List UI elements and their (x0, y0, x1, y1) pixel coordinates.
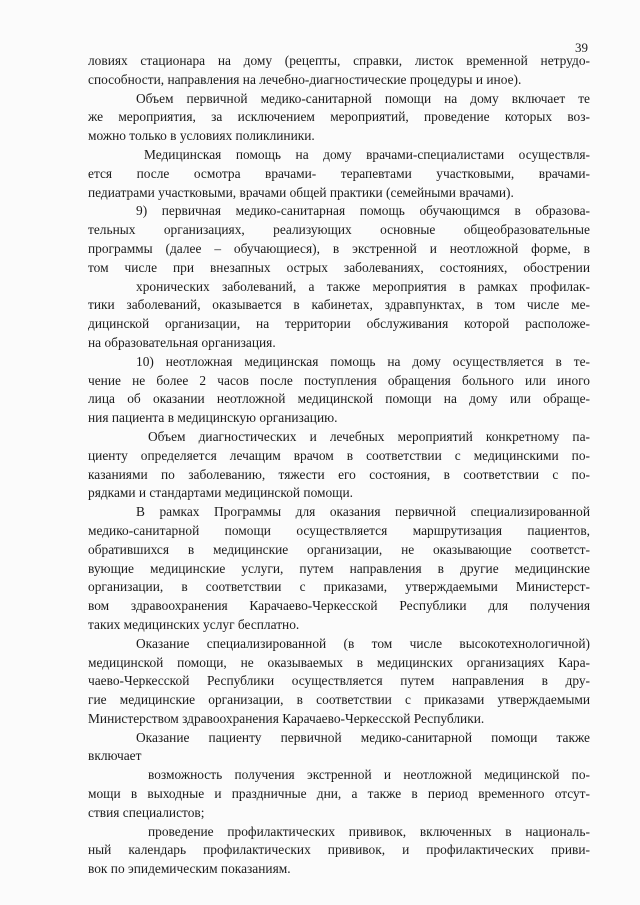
text-line: ется после осмотра врачами- терапевтами участковыми, врачами- (88, 165, 590, 181)
text-line: вом здравоохранения Карачаево-Черкесской Республики для получения (88, 598, 590, 614)
text-line: программы (далее – обучающиеся), в экстренной и неотложной форме, в (88, 240, 590, 256)
text-line: 9) первичная медико-санитарная помощь обучающимся в образова- (136, 203, 590, 219)
text-line: ния пациента в медицинскую организацию. (88, 410, 338, 426)
text-line: включает (88, 748, 142, 764)
text-line: ствия специалистов; (88, 804, 205, 820)
text-line: дицинской организации, на территории обслуживания которой расположе- (88, 316, 590, 332)
text-line: ный календарь профилактических прививок, и профилактических приви- (88, 842, 590, 858)
text-line: организации, в соответствии с приказами, утверждаемыми Министерст- (88, 579, 590, 595)
text-line: на образовательная организация. (88, 334, 276, 350)
text-line: медицинской помощи, не оказываемых в медицинских организациях Кара- (88, 654, 590, 670)
text-line: рядками и стандартами медицинской помощи. (88, 485, 354, 501)
text-line: таких медицинских услуг бесплатно. (88, 616, 300, 632)
text-line: 10) неотложная медицинская помощь на дому осуществляется в те- (136, 353, 590, 369)
text-line: Объем диагностических и лечебных мероприятий конкретному па- (148, 428, 590, 444)
text-line: Объем первичной медико-санитарной помощи на дому включает те (136, 90, 590, 106)
text-line: хронических заболеваний, а также мероприятия в рамках профилак- (136, 278, 590, 294)
text-line: обратившихся в медицинские организации, не оказывающие соответст- (88, 541, 590, 557)
text-line: можно только в условиях поликлиники. (88, 128, 315, 144)
text-line: способности, направления на лечебно-диагностические процедуры и иное). (88, 71, 522, 87)
text-line: Медицинская помощь на дому врачами-специалистами осуществля- (144, 146, 590, 162)
text-line: медико-санитарной помощи осуществляется маршрутизация пациентов, (88, 522, 590, 538)
text-line: Министерством здравоохранения Карачаево-Черкесской Республики. (88, 710, 485, 726)
text-line: вок по эпидемическим показаниям. (88, 861, 291, 877)
text-line: педиатрами участковыми, врачами общей практики (семейными врачами). (88, 184, 514, 200)
page-number: 39 (575, 40, 588, 55)
document-body (88, 52, 590, 879)
text-line: ловиях стационара на дому (рецепты, справки, листок временной нетрудо- (88, 53, 590, 68)
text-line: лица об оказании неотложной медицинской помощи на дому или обраще- (88, 391, 590, 407)
text-line: гие медицинские организации, в соответствии с приказами утверждаемыми (88, 692, 590, 708)
text-line: Оказание специализированной (в том числе высокотехнологичной) (136, 635, 590, 651)
text-line: мощи в выходные и праздничные дни, а также в период временного отсут- (88, 786, 590, 802)
text-line: В рамках Программы для оказания первичной специализированной (136, 504, 590, 520)
text-line: казаниями по заболеванию, тяжести его состояния, в соответствии с по- (88, 466, 590, 482)
text-line: проведение профилактических прививок, включенных в националь- (148, 823, 590, 839)
text-line: чаево-Черкесской Республики осуществляется путем направления в дру- (88, 673, 590, 689)
text-line: вующие медицинские услуги, путем направления в другие медицинские (88, 560, 590, 576)
text-line: же мероприятия, за исключением мероприятий, проведение которых воз- (88, 109, 590, 125)
text-line: Оказание пациенту первичной медико-санитарной помощи также (136, 729, 590, 745)
text-line: тики заболеваний, оказывается в кабинетах, здравпунктах, в том числе ме- (88, 297, 590, 313)
text-line: чение не более 2 часов после поступления обращения больного или иного (88, 372, 590, 388)
text-line: возможность получения экстренной и неотложной медицинской по- (148, 767, 590, 783)
text-line: циенту определяется лечащим врачом в соответствии с медицинскими по- (88, 447, 590, 463)
text-line: тельных организациях, реализующих основные общеобразовательные (88, 222, 590, 238)
text-line: том числе при внезапных острых заболеваниях, состояниях, обострении (88, 259, 590, 275)
